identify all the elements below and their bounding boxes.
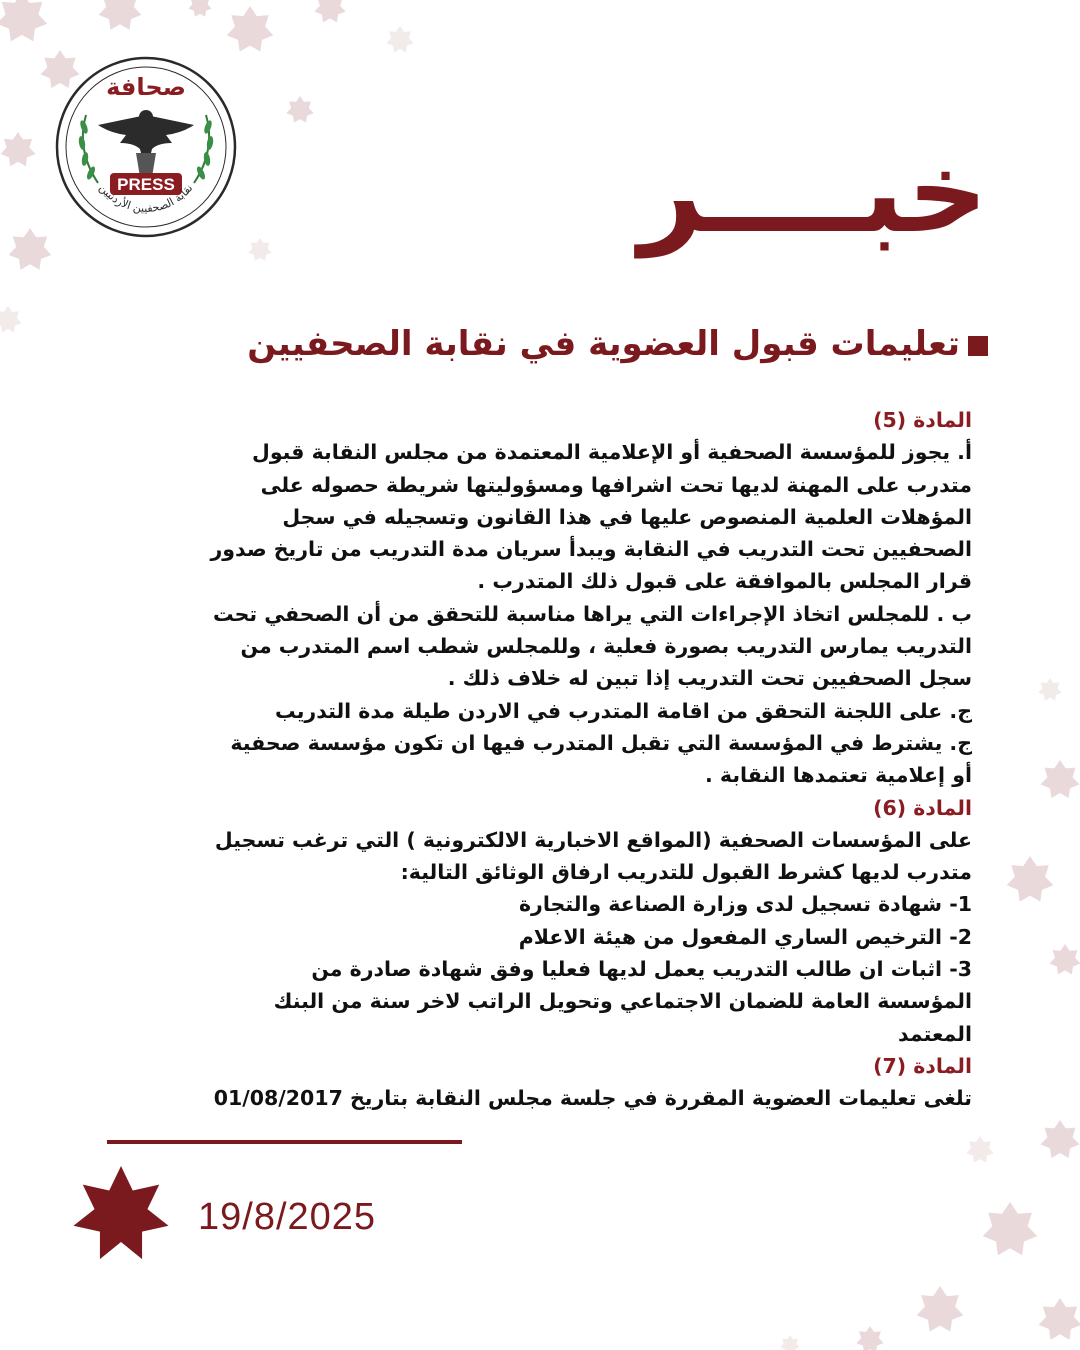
headline bbox=[168, 318, 988, 370]
headline-text: تعليمات قبول العضوية في نقابة الصحفيين bbox=[247, 324, 960, 364]
body-line: على المؤسسات الصحفية (المواقع الاخبارية الالكترونية ) التي ترغب تسجيل bbox=[214, 827, 972, 852]
body-line: ب . للمجلس اتخاذ الإجراءات التي يراها مناسبة للتحقق من أن الصحفي تحت bbox=[212, 601, 972, 626]
body-line: أو إعلامية تعتمدها النقابة . bbox=[704, 763, 972, 788]
article-label: المادة (5) bbox=[873, 408, 972, 432]
article-body bbox=[92, 404, 972, 1115]
headline-square-bullet bbox=[968, 336, 988, 356]
body-line: قرار المجلس بالموافقة على قبول ذلك المتدرب . bbox=[477, 569, 972, 594]
body-line: الصحفيين تحت التدريب في النقابة ويبدأ سريان مدة التدريب من تاريخ صدور bbox=[210, 537, 972, 562]
body-line: التدريب يمارس التدريب بصورة فعلية ، وللمجلس شطب اسم المتدرب من bbox=[240, 634, 972, 659]
news-header-word: خبــــر bbox=[638, 128, 988, 258]
press-association-logo bbox=[54, 55, 238, 239]
seven-point-star-icon bbox=[72, 1166, 170, 1264]
body-line: ج. على اللجنة التحقق من اقامة المتدرب في الاردن طيلة مدة التدريب bbox=[275, 698, 972, 723]
logo-badge-text: PRESS bbox=[117, 175, 175, 194]
body-line: أ. يجوز للمؤسسة الصحفية أو الإعلامية المعتمدة من مجلس النقابة قبول bbox=[252, 440, 972, 465]
divider-line bbox=[107, 1140, 462, 1144]
body-line: المؤسسة العامة للضمان الاجتماعي وتحويل الراتب لاخر سنة من البنك bbox=[273, 989, 972, 1014]
logo-top-text: صحافة bbox=[106, 73, 186, 101]
body-line: متدرب لديها كشرط القبول للتدريب ارفاق الوثائق التالية: bbox=[400, 860, 972, 885]
body-line: متدرب على المهنة لديها تحت اشرافها ومسؤوليتها شريطة حصوله على bbox=[260, 472, 972, 497]
body-line: 1- شهادة تسجيل لدى وزارة الصناعة والتجارة bbox=[518, 892, 972, 917]
body-line: 2- الترخيص الساري المفعول من هيئة الاعلام bbox=[518, 924, 972, 949]
article-label: المادة (6) bbox=[873, 795, 972, 820]
body-line: 3- اثبات ان طالب التدريب يعمل لديها فعليا وفق شهادة صادرة من bbox=[311, 957, 972, 982]
body-line: المعتمد bbox=[898, 1021, 972, 1046]
logo-ring-text: نقابة الصحفيين الأردنيين bbox=[96, 181, 196, 215]
body-line: المؤهلات العلمية المنصوص عليها في هذا القانون وتسجيله في سجل bbox=[282, 504, 972, 529]
body-line: ج. يشترط في المؤسسة التي تقبل المتدرب فيها ان تكون مؤسسة صحفية bbox=[230, 730, 972, 755]
body-line: سجل الصحفيين تحت التدريب إذا تبين له خلاف ذلك . bbox=[447, 666, 972, 691]
body-line: تلغى تعليمات العضوية المقررة في جلسة مجلس النقابة بتاريخ 01/08/2017 bbox=[213, 1086, 972, 1111]
publish-date: 19/8/2025 bbox=[198, 1196, 377, 1238]
article-label: المادة (7) bbox=[873, 1053, 972, 1078]
